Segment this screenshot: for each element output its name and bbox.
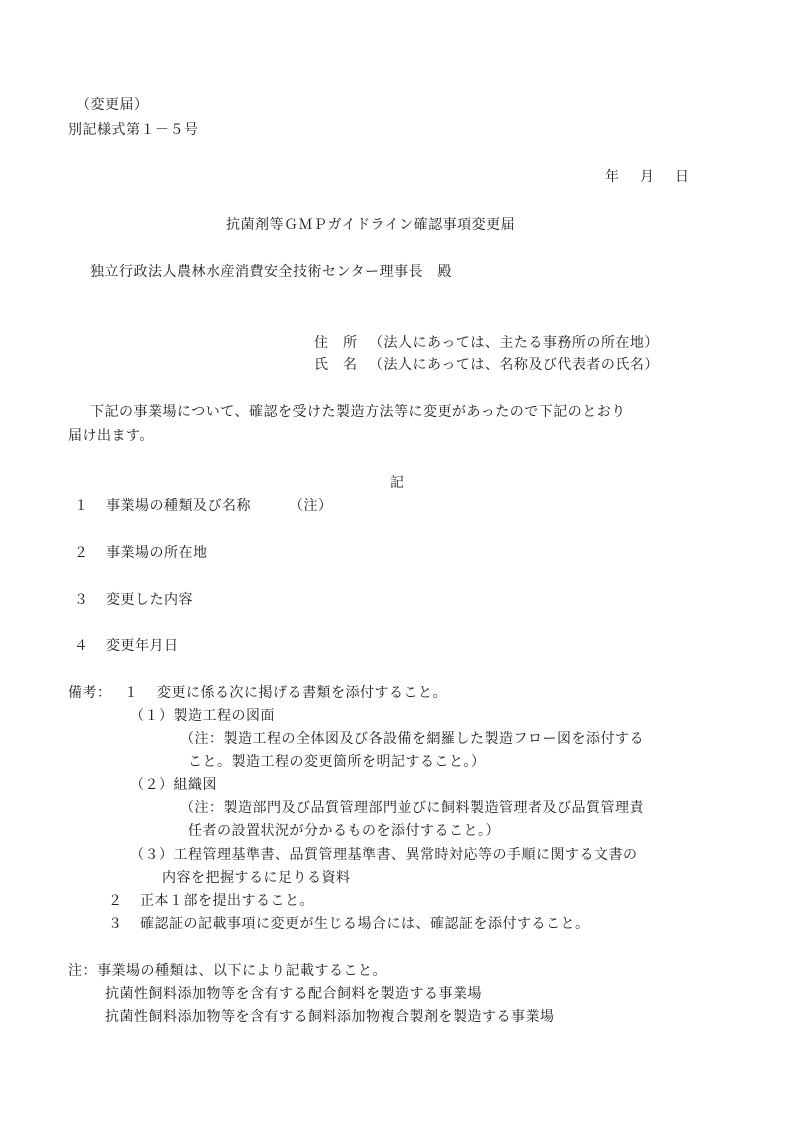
remarks-label: 備考： [68, 685, 112, 701]
date-day: 日 [675, 169, 690, 185]
note-line-3: 抗菌性飼料添加物等を含有する飼料添加物複合製剤を製造する事業場 [105, 1009, 555, 1025]
remark-sub-2-note-2: 任者の設置状況が分かるものを添付すること。） [188, 823, 500, 839]
document-title: 抗菌剤等ＧＭＰガイドライン確認事項変更届 [226, 217, 516, 233]
remark-sub-2-note-1: （注：製造部門及び品質管理部門並びに飼料製造管理者及び品質管理責 [180, 800, 644, 816]
item-number: ２ [74, 545, 89, 561]
date-month: 月 [640, 169, 655, 185]
form-type: （変更届） [76, 97, 149, 113]
intro-line-2: 届け出ます。 [68, 428, 154, 444]
item-label: 変更年月日 [106, 638, 179, 654]
remark-sub-1-note-1: （注：製造工程の全体図及び各設備を網羅した製造フロー図を添付する [180, 731, 644, 747]
item-number: ４ [74, 638, 89, 654]
remark-sub-1-note-2: こと。製造工程の変更箇所を明記すること。） [188, 754, 486, 770]
remark-2-number: ２ [108, 893, 123, 909]
item-note: （注） [289, 498, 333, 514]
item-number: ３ [74, 592, 89, 608]
remark-sub-3-line-2: 内容を把握するに足りる資料 [162, 870, 351, 886]
address-note: （法人にあっては、主たる事務所の所在地） [369, 335, 659, 351]
remark-sub-1-label: （１）製造工程の図面 [130, 708, 275, 724]
remark-1-text: 変更に係る次に掲げる書類を添付すること。 [157, 685, 447, 701]
item-label: 事業場の種類及び名称 [106, 498, 251, 514]
remark-2-text: 正本１部を提出すること。 [140, 893, 314, 909]
intro-line-1: 下記の事業場について、確認を受けた製造方法等に変更があったので下記のとおり [90, 404, 626, 420]
name-note: （法人にあっては、名称及び代表者の氏名） [369, 357, 659, 373]
ki-heading: 記 [390, 475, 405, 491]
remark-sub-3-line-1: （３）工程管理基準書、品質管理基準書、異常時対応等の手順に関する文書の [130, 847, 638, 863]
remark-3-number: ３ [108, 916, 123, 932]
item-label: 事業場の所在地 [106, 545, 208, 561]
note-line-1: 注：事業場の種類は、以下により記載すること。 [68, 963, 387, 979]
form-number: 別記様式第１－５号 [68, 122, 199, 138]
note-line-2: 抗菌性飼料添加物等を含有する配合飼料を製造する事業場 [105, 986, 482, 1002]
item-label: 変更した内容 [106, 592, 193, 608]
remark-sub-2-label: （２）組織図 [130, 777, 217, 793]
address-label: 住 所 [314, 335, 358, 351]
date-year: 年 [605, 169, 620, 185]
name-label: 氏 名 [314, 357, 358, 373]
addressee: 独立行政法人農林水産消費安全技術センター理事長 殿 [90, 264, 452, 280]
item-number: １ [74, 498, 89, 514]
remark-3-text: 確認証の記載事項に変更が生じる場合には、確認証を添付すること。 [140, 916, 590, 932]
remark-1-number: １ [124, 685, 139, 701]
